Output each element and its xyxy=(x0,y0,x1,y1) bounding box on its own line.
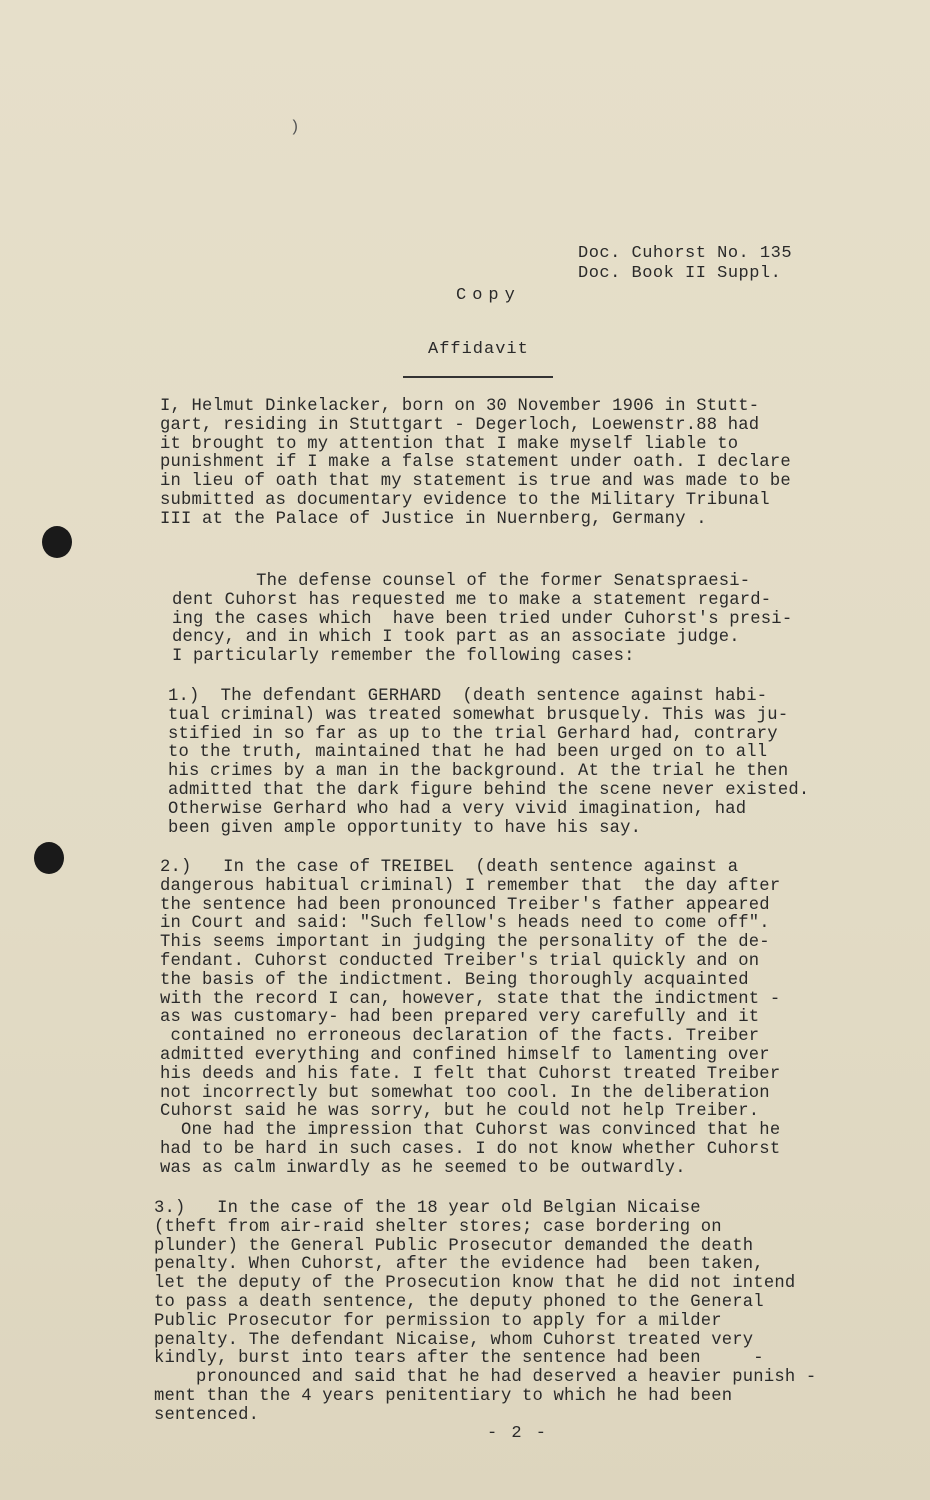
page-number: - 2 - xyxy=(487,1424,549,1443)
document-reference xyxy=(578,244,792,284)
paragraph-case-3: 3.) In the case of the 18 year old Belgian Nicaise (theft from air-raid shelter stores; case bordering on plunder) the General Public Prosecutor demanded the death penalty. When Cuhorst, after the evidence had been taken, let the deputy of the Prosecution know that he did not intend to pass a death sentence, the deputy phoned to the General Public Prosecutor for permission to apply for a milder penalty. The defendant Nicaise, whom Cuhorst treated very kindly, burst into tears after the sentence had been - pronounced and said that he had deserved a heavier punish - ment than the 4 years penitentiary to which he had been sentenced. xyxy=(154,1199,817,1425)
punch-hole-bottom xyxy=(34,842,64,874)
doc-ref-line-2: Doc. Book II Suppl. xyxy=(578,264,782,283)
paragraph-declaration: I, Helmut Dinkelacker, born on 30 November 1906 in Stutt- gart, residing in Stuttgart - Degerloch, Loewenstr.88 had it brought to my attention that I make myself liable to punishment if I make a false statement under oath. I declare in lieu of oath that my statement is true and was made to be submitted as documentary evidence to the Military Tribunal III at the Palace of Justice in Nuernberg, Germany . xyxy=(160,397,791,529)
paragraph-case-2: 2.) In the case of TREIBEL (death sentence against a dangerous habitual criminal) I remember that the day after the sentence had been pronounced Treiber's father appeared in Court and said: "Such fellow's heads need to come off". This seems important in judging the personality of the de- fendant. Cuhorst conducted Treiber's trial quickly and on the basis of the indictment. Being thoroughly acquainted with the record I can, however, state that the indictment - as was customary- had been prepared very carefully and it contained no erroneous declaration of the facts. Treiber admitted everything and confined himself to lamenting over his deeds and his fate. I felt that Cuhorst treated Treiber not incorrectly but somewhat too cool. In the deliberation Cuhorst said he was sorry, but he could not help Treiber. One had the impression that Cuhorst was convinced that he had to be hard in such cases. I do not know whether Cuhorst was as calm inwardly as he seemed to be outwardly. xyxy=(160,858,781,1178)
margin-mark: ) xyxy=(290,118,300,136)
doc-ref-line-1: Doc. Cuhorst No. 135 xyxy=(578,244,793,263)
punch-hole-top xyxy=(42,526,72,558)
paragraph-case-1: 1.) The defendant GERHARD (death sentence against habi- tual criminal) was treated somewhat brusquely. This was ju- stified in so far as up to the trial Gerhard had, contrary to the truth, maintained that he had been urged on to all his crimes by a man in the background. At the trial he then admitted that the dark figure behind the scene never existed. Otherwise Gerhard who had a very vivid imagination, had been given ample opportunity to have his say. xyxy=(168,687,810,838)
paragraph-introduction: The defense counsel of the former Senatspraesi- dent Cuhorst has requested me to make a statement regard- ing the cases which have been tried under Cuhorst's presi- dency, and in which I took part as an associate judge. I particularly remember the following cases: xyxy=(172,572,793,667)
title-underline xyxy=(403,376,553,378)
document-title: Affidavit xyxy=(428,340,529,359)
copy-label: Copy xyxy=(456,286,521,305)
